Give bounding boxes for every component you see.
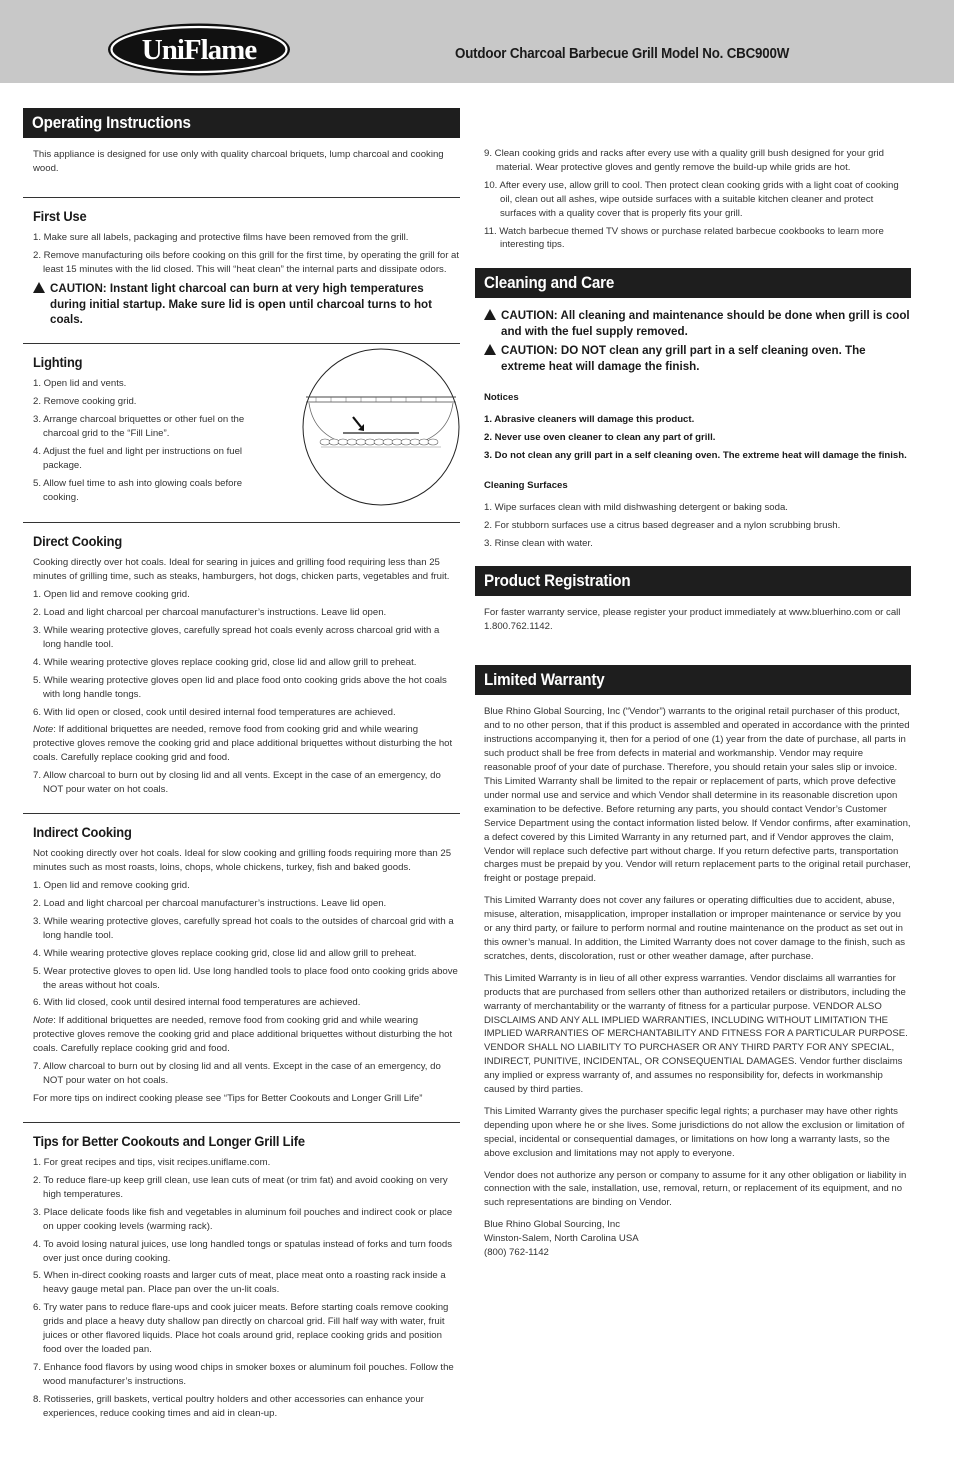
list-item: 2. For stubborn surfaces use a citrus based degreaser and a nylon scrubbing brush. [484,519,841,531]
list-item: 3. Do not clean any grill part in a self cleaning oven. The extreme heat will damage the finish. [484,450,907,462]
direct-cooking-note: Note: If additional briquettes are needed, remove food from cooking grid and while wearing protective gloves remove the cooking grid and place additional briquettes without disturbing the hot coals. Carefully replace cooking grid and food. [33,724,453,764]
indirect-cooking-section [23,813,460,1122]
list-item: 4. While wearing protective gloves replace cooking grid, close lid and allow grill to preheat. [33,947,417,959]
warranty-paragraph: This Limited Warranty is in lieu of all other express warranties. Vendor disclaims all warranties for products that are purchased from sellers other than authorized retailers or distributors, including the warranty of merchantability or the warranty of fitness for a particular purpose. VENDOR ALSO DISCLAIMS AND ANY ALL IMPLIED WARRANTIES, INCLUDING WITHOUT LIMITATION THE IMPLIED WARRANTIES OF MERCHANTABILITY AND FITNESS FOR A PARTICULAR PURPOSE. VENDOR SHALL NO LIABILITY TO PURCHASER OR ANY THIRD PARTY FOR ANY SPECIAL, INDIRECT, PUNITIVE, INCIDENTAL, OR CONSEQUENTIAL DAMAGES. Vendor further disclaims any implied or express warranty of, and assumes no responsibility for, defects in workmanship caused by third parties. [484,972,908,1096]
list-item: 5. When in-direct cooking roasts and larger cuts of meat, place meat onto a roasting rack inside a heavy gauge metal pan. Place pan over the un-lit coals. [33,1270,446,1296]
list-item: 11. Watch barbecue themed TV shows or purchase related barbecue cookbooks to learn more interesting tips. [484,225,884,251]
product-registration-heading: Product Registration [475,566,911,596]
first-use-heading: First Use [33,207,87,224]
list-item: 1. Open lid and remove cooking grid. [33,880,190,892]
list-item: 2. Load and light charcoal per charcoal manufacturer’s instructions. Leave lid open. [33,607,387,619]
indirect-cooking-note: Note: If additional briquettes are needed, remove food from cooking grid and while wearing protective gloves remove the cooking grid and place additional briquettes without disturbing the hot coals. Carefully replace cooking grid and food. [33,1015,453,1055]
list-item: 7. Allow charcoal to burn out by closing lid and all vents. Except in the case of an emergency, do NOT pour water on hot coals. [33,770,441,796]
list-item: 8. Rotisseries, grill baskets, vertical poultry holders and other accessories can enhance your experiences, reduce cooking times and aid in clean-up. [33,1393,424,1419]
cleaning-care-heading: Cleaning and Care [475,268,911,298]
fill-line-diagram [301,347,461,507]
header-bar [0,0,954,83]
indirect-cooking-heading: Indirect Cooking [33,824,132,841]
list-item: 1. Wipe surfaces clean with mild dishwashing detergent or baking soda. [484,501,788,513]
tips-heading: Tips for Better Cookouts and Longer Grill Life [33,1132,305,1149]
list-item: 2. Remove cooking grid. [33,396,137,408]
list-item: 6. With lid open or closed, cook until desired internal food temperatures are achieved. [33,706,396,718]
address-line: (800) 762-1142 [484,1247,549,1259]
cleaning-care-section [475,298,911,550]
list-item: 6. Try water pans to reduce flare-ups and cook juicer meats. Before starting coals remove cooking grids and place a heavy duty shallow pan directly on charcoal grid. Fill half way with water, fruit juices or other flavored liquids. Place hot coals around grid, replace cooking grids and position food over the loaded pan. [33,1302,449,1355]
caution-warning: CAUTION: Instant light charcoal can burn at very high temperatures during initial startup. Make sure lid is open until charcoal turns to hot coals. [23,281,460,340]
indirect-cooking-intro: Not cooking directly over hot coals. Ideal for slow cooking and grilling foods requiring more than 25 minutes such as most roasts, loins, chops, whole chickens, turkey, fish and baked goods. [33,848,452,874]
list-item: 1. Abrasive cleaners will damage this product. [484,414,695,426]
lighting-section [23,343,460,522]
limited-warranty-heading: Limited Warranty [475,665,911,695]
warning-icon [484,344,496,355]
list-item: 3. Arrange charcoal briquettes or other fuel on the charcoal grid to the “Fill Line”. [33,414,245,440]
list-item: 5. While wearing protective gloves open lid and place food onto cooking grids above the hot coals with long handle tongs. [33,674,447,700]
direct-cooking-section [23,522,460,813]
vendor-address [484,1218,911,1260]
caution-warning: CAUTION: DO NOT clean any grill part in a self cleaning oven. The extreme heat will damage the finish. [484,343,911,375]
warranty-paragraph: This Limited Warranty gives the purchaser specific legal rights; a purchaser may have other rights depending upon where he or she lives. Some jurisdictions do not allow the exclusion or limitation of special, incidental or consequential damages, or limitations on how long a warranty lasts, so the above exclusion and limitations may not apply to everyone. [484,1105,905,1159]
list-item: 1. Open lid and vents. [33,378,127,390]
warranty-paragraph: Vendor does not authorize any person or company to assume for it any other obligation or liability in connection with the sale, installation, use, removal, return, or replacement of its equipment, and no such representations are binding on Vendor. [484,1169,907,1209]
list-item: 2. Load and light charcoal per charcoal manufacturer’s instructions. Leave lid open. [33,898,387,910]
list-item: 4. To avoid losing natural juices, use long handled tongs or spatulas instead of forks and turn foods over just once during cooking. [33,1238,453,1264]
list-item: 7. Enhance food flavors by using wood chips in smoker boxes or aluminum foil pouches. Follow the wood manufacturer’s instructions. [33,1361,454,1387]
list-item: 4. While wearing protective gloves replace cooking grid, close lid and allow grill to preheat. [33,656,417,668]
product-registration-section [475,596,911,634]
list-item: 4. Adjust the fuel and light per instructions on fuel package. [33,446,243,471]
list-item: 9. Clean cooking grids and racks after every use with a quality grill bush designed for your grid material. Wear protective gloves and gently remove the build-up while grids are hot. [484,148,884,173]
list-item: 1. Open lid and remove cooking grid. [33,589,190,601]
warning-icon [33,282,45,293]
list-item: 5. Wear protective gloves to open lid. Use long handled tools to place food onto cooking grids above the areas without hot coals. [33,965,458,991]
left-column [23,108,460,1425]
tips-continued [475,108,911,252]
lighting-heading: Lighting [33,354,83,371]
warning-icon [484,309,496,320]
operating-instructions-heading: Operating Instructions [23,108,460,138]
list-item: 2. To reduce flare-up keep grill clean, use lean cuts of meat (or trim fat) and avoid cooking on very high temperatures. [33,1175,448,1200]
list-item: 1. For great recipes and tips, visit recipes.uniflame.com. [33,1157,271,1169]
list-item: 3. Rinse clean with water. [484,537,593,549]
indirect-cooking-more-tips: For more tips on indirect cooking please see “Tips for Better Cookouts and Longer Grill Life” [33,1092,423,1104]
list-item: 3. While wearing protective gloves, carefully spread hot coals evenly across charcoal grid with a long handle tool. [33,625,440,650]
list-item: 2. Remove manufacturing oils before cooking on this grill for the first time, by operating the grill for at least 15 minutes with the lid closed. This will “heat clean” the internal parts and dissipate odors. [33,250,460,275]
direct-cooking-intro: Cooking directly over hot coals. Ideal for searing in juices and grilling food requiring less than 25 minutes of grilling time, such as steaks, hamburgers, hot dogs, chicken parts, vegetables and fruit. [33,557,450,583]
tips-section [23,1122,460,1421]
cleaning-surfaces-heading: Cleaning Surfaces [484,480,568,492]
operating-intro: This appliance is designed for use only with quality charcoal briquets, lump charcoal and cooking wood. [33,149,444,174]
uniflame-logo [106,22,292,77]
notices-heading: Notices [484,392,519,404]
list-item: 10. After every use, allow grill to cool. Then protect clean cooking grids with a light coat of cooking oil, clean out all ashes, wipe outside surfaces with a suitable kitchen cleaner and protect surfaces with a quality cover that is properly fits your grill. [484,179,899,219]
list-item: 5. Allow fuel time to ash into glowing coals before cooking. [33,477,243,503]
registration-text: For faster warranty service, please register your product immediately at www.bluerhino.com or call 1.800.762.1142. [484,606,901,632]
limited-warranty-section [475,695,911,1260]
first-use-section [23,197,460,340]
list-item: 3. While wearing protective gloves, carefully spread hot coals to the outsides of charcoal grid with a long handle tool. [33,915,454,941]
svg-text:UniFlame: UniFlame [141,34,257,66]
address-line: Blue Rhino Global Sourcing, Inc [484,1219,620,1231]
caution-warning: CAUTION: All cleaning and maintenance should be done when grill is cool and with the fuel supply removed. [484,308,911,340]
list-item: 3. Place delicate foods like fish and vegetables in aluminum foil pouches and indirect cook or place on upper cooking levels (warming rack). [33,1206,453,1232]
warranty-paragraph: Blue Rhino Global Sourcing, Inc (“Vendor”) warrants to the original retail purchaser of this product, and to no other person, that if this product is assembled and operated in accordance with the printed instructions accompanying it, then for a period of one (1) year from the date of purchase, all parts in such product shall be free from defects in material and workmanship. Vendor may require reasonable proof of your date of purchase. Therefore, you should retain your sales slip or invoice. This Limited Warranty shall be limited to the repair or replacement of parts, which prove defective under normal use and service and which Vendor shall determine in its reasonable discretion upon examination to be defective. Before returning any parts, you should contact Vendor’s Customer Service Department using the contact information listed below. If Vendor confirms, after examination, a defect covered by this Limited Warranty in any returned part, and if Vendor approves the claim, Vendor will replace such defective part without charge. If you return defective parts, transportation charges must be prepaid by you. Vendor will return replacement parts to the original retail purchaser, freight or postage prepaid. [484,706,911,885]
warranty-paragraph: This Limited Warranty does not cover any failures or operating difficulties due to accident, abuse, misuse, alteration, misapplication, improper installation or improper maintenance or service by you or any third party, or failure to perform normal and routine maintenance on the product as set out in this owner’s manual. In addition, the Limited Warranty does not cover damage to the finish, such as scratches, dents, discoloration, rust or other weather damage, after purchase. [484,895,906,962]
list-item: 2. Never use oven cleaner to clean any part of grill. [484,432,716,444]
list-item: 7. Allow charcoal to burn out by closing lid and all vents. Except in the case of an emergency, do NOT pour water on hot coals. [33,1061,441,1086]
right-column [475,108,911,1260]
list-item: 6. With lid closed, cook until desired internal food temperatures are achieved. [33,997,361,1009]
address-line: Winston-Salem, North Carolina USA [484,1233,639,1245]
page-title: Outdoor Charcoal Barbecue Grill Model No. CBC900W [455,46,790,62]
direct-cooking-heading: Direct Cooking [33,533,123,550]
list-item: 1. Make sure all labels, packaging and protective films have been removed from the grill. [33,232,409,244]
